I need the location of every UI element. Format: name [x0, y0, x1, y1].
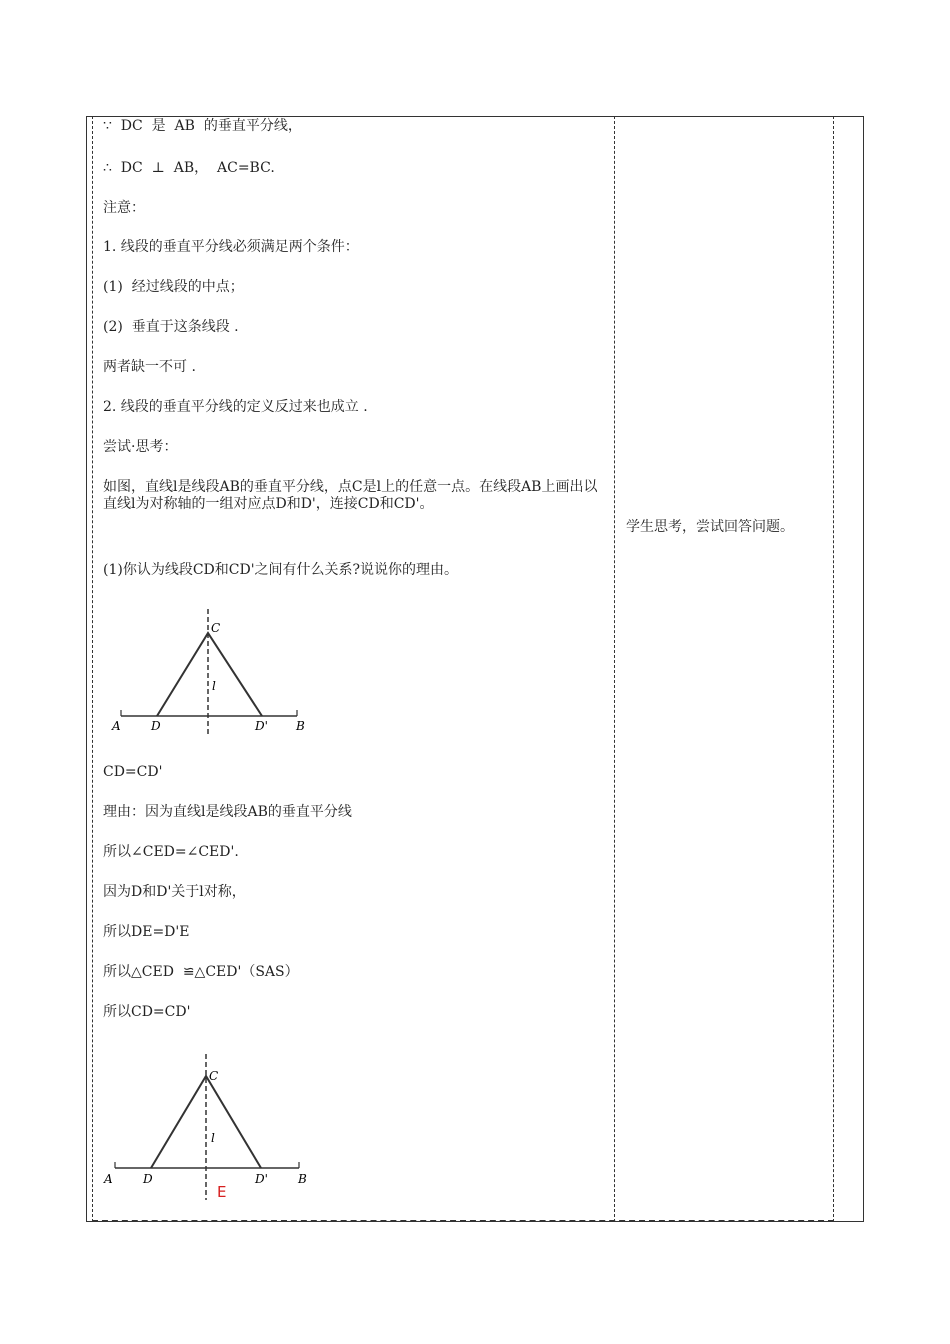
text-line: 所以DE=D'E [103, 924, 190, 940]
text-line: 理由：因为直线l是线段AB的垂直平分线 [103, 804, 352, 820]
label-e: E [217, 1183, 227, 1201]
label-l: l [211, 1131, 215, 1145]
label-c: C [209, 1069, 219, 1083]
figure-perpendicular-bisector-2 [103, 1052, 333, 1202]
text-line: 注意： [103, 200, 145, 216]
student-activity-column [626, 516, 794, 536]
label-l: l [212, 679, 216, 693]
label-d-prime: D' [255, 719, 268, 733]
text-line: 尝试·思考： [103, 439, 178, 455]
label-d: D [143, 1172, 153, 1186]
figure-perpendicular-bisector-1 [111, 606, 321, 736]
text-line: ∴ DC ⊥ AB， AC=BC. [103, 160, 275, 176]
column-divider [614, 116, 615, 1222]
student-activity-text: 学生思考，尝试回答问题。 [626, 519, 794, 535]
label-a: A [104, 1172, 113, 1186]
text-line: CD=CD' [103, 764, 163, 780]
label-c: C [211, 621, 221, 635]
text-line: 两者缺一不可 . [103, 359, 196, 375]
text-line: (1)你认为线段CD和CD'之间有什么关系?说说你的理由。 [103, 562, 459, 578]
text-line: (2) 垂直于这条线段 . [103, 319, 239, 335]
text-line: 所以∠CED=∠CED'. [103, 844, 239, 860]
text-line: 所以CD=CD' [103, 1004, 191, 1020]
label-a: A [112, 719, 121, 733]
text-line: 因为D和D'关于l对称， [103, 884, 246, 900]
text-paragraph: 如图，直线l是线段AB的垂直平分线，点C是l上的任意一点。在线段AB上画出以直线l为对称轴的一组对应点D和D'，连接CD和CD'。 [103, 479, 598, 512]
label-d: D [151, 719, 161, 733]
text-line: 2. 线段的垂直平分线的定义反过来也成立 . [103, 399, 368, 415]
label-d-prime: D' [255, 1172, 268, 1186]
text-line: ∵ DC 是 AB 的垂直平分线， [103, 118, 302, 134]
label-b: B [296, 719, 305, 733]
text-line: 1. 线段的垂直平分线必须满足两个条件： [103, 239, 359, 255]
text-line: (1) 经过线段的中点； [103, 279, 244, 295]
label-b: B [298, 1172, 307, 1186]
text-line: 所以△CED ≌△CED'（SAS） [103, 964, 299, 980]
